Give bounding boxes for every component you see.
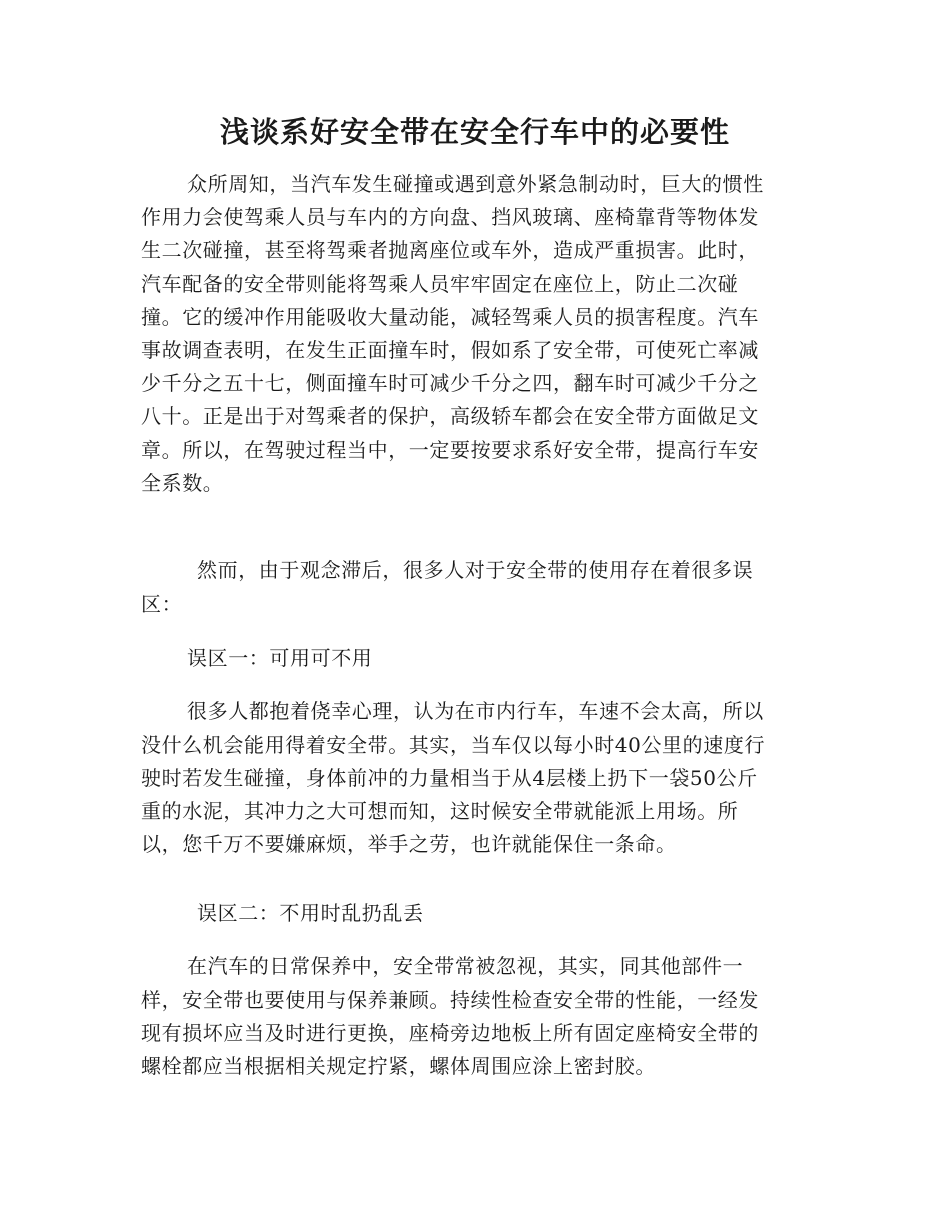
paragraph-2-line-1: 然而，由于观念滞后，很多人对于安全带的使用存在着很多误 bbox=[197, 558, 754, 582]
paragraph-1-line-5: 撞。它的缓冲作用能吸收大量动能，减轻驾乘人员的损害程度。汽车 bbox=[141, 305, 759, 329]
paragraph-1-line-9: 章。所以，在驾驶过程当中，一定要按要求系好安全带，提高行车安 bbox=[141, 438, 759, 462]
paragraph-4-line-2: 样，安全带也要使用与保养兼顾。持续性检查安全带的性能，一经发 bbox=[141, 988, 759, 1012]
paragraph-1-line-3: 生二次碰撞，甚至将驾乘者抛离座位或车外，造成严重损害。此时， bbox=[141, 238, 759, 262]
paragraph-1-line-8: 八十。正是出于对驾乘者的保护，高级轿车都会在安全带方面做足文 bbox=[141, 404, 759, 428]
paragraph-4-line-3: 现有损坏应当及时进行更换，座椅旁边地板上所有固定座椅安全带的 bbox=[141, 1021, 759, 1045]
paragraph-1-line-6: 事故调查表明，在发生正面撞车时，假如系了安全带，可使死亡率减 bbox=[141, 338, 759, 362]
document-title: 浅谈系好安全带在安全行车中的必要性 bbox=[219, 115, 730, 149]
paragraph-1-line-10: 全系数。 bbox=[141, 471, 224, 495]
paragraph-3-line-4: 重的水泥，其冲力之大可想而知，这时候安全带就能派上用场。所 bbox=[141, 799, 739, 823]
paragraph-1-line-7: 少千分之五十七，侧面撞车时可减少千分之四，翻车时可减少千分之 bbox=[141, 371, 759, 395]
paragraph-3-line-2: 没什么机会能用得着安全带。其实，当车仅以每小时40公里的速度行 bbox=[141, 733, 766, 757]
paragraph-4-line-4: 螺栓都应当根据相关规定拧紧，螺体周围应涂上密封胶。 bbox=[141, 1054, 656, 1078]
paragraph-1-line-4: 汽车配备的安全带则能将驾乘人员牢牢固定在座位上，防止二次碰 bbox=[141, 272, 739, 296]
paragraph-3-line-1: 很多人都抱着侥幸心理，认为在市内行车，车速不会太高，所以 bbox=[187, 699, 764, 723]
paragraph-2-line-2: 区： bbox=[141, 592, 183, 616]
paragraph-3-line-3: 驶时若发生碰撞，身体前冲的力量相当于从4层楼上扔下一袋50公斤 bbox=[141, 766, 758, 790]
paragraph-3-line-5: 以，您千万不要嫌麻烦，举手之劳，也许就能保住一条命。 bbox=[141, 832, 677, 856]
paragraph-1-line-1: 众所周知，当汽车发生碰撞或遇到意外紧急制动时，巨大的惯性 bbox=[187, 172, 764, 196]
paragraph-1-line-2: 作用力会使驾乘人员与车内的方向盘、挡风玻璃、座椅靠背等物体发 bbox=[141, 205, 759, 229]
misconception-2-heading: 误区二：不用时乱扔乱丢 bbox=[197, 901, 424, 925]
misconception-1-heading: 误区一：可用可不用 bbox=[187, 646, 373, 670]
paragraph-4-line-1: 在汽车的日常保养中，安全带常被忽视，其实，同其他部件一 bbox=[187, 954, 744, 978]
